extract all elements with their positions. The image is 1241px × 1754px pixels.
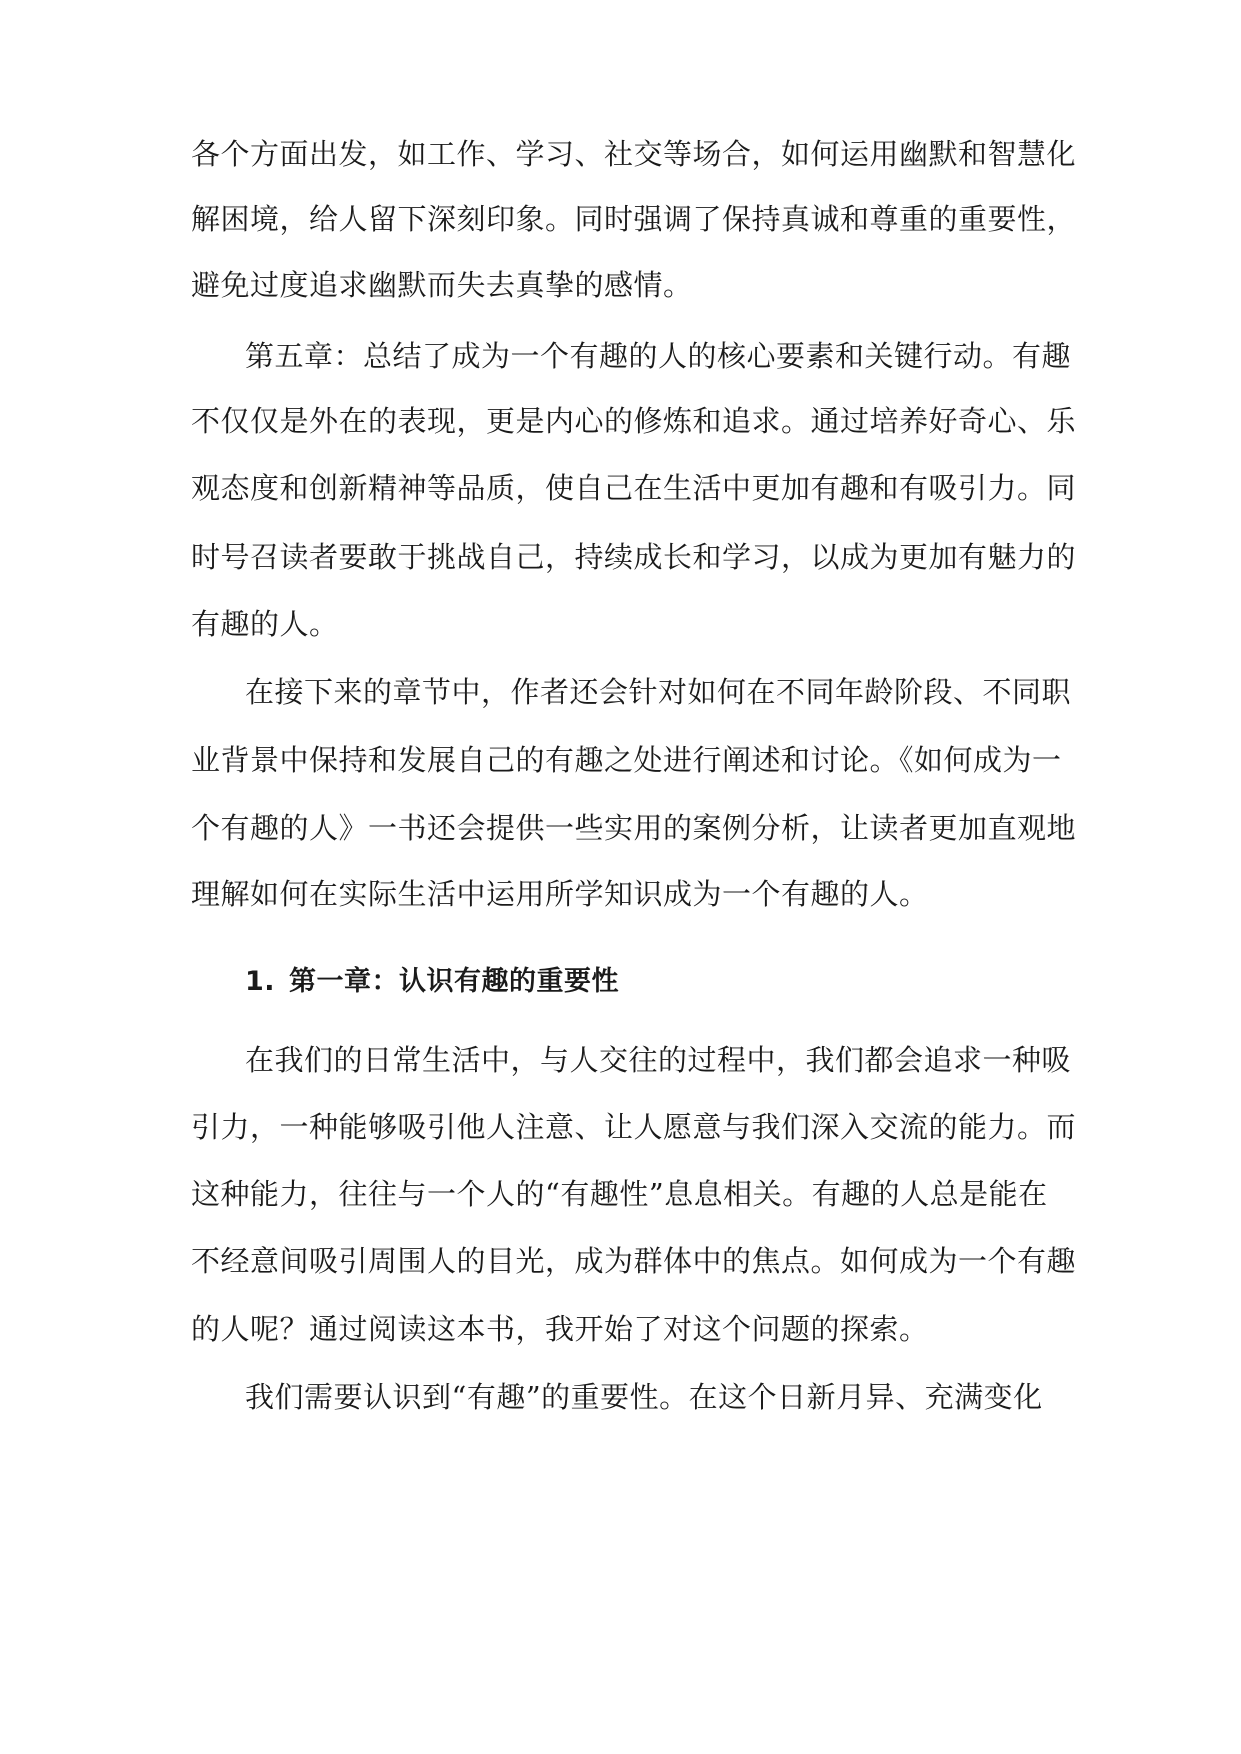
paragraph-1-line-2: 解困境，给人留下深刻印象。同时强调了保持真诚和尊重的重要性， [191, 202, 1077, 236]
paragraph-3-line-4: 理解如何在实际生活中运用所学知识成为一个有趣的人。 [191, 877, 929, 911]
paragraph-2-line-2: 不仅仅是外在的表现，更是内心的修炼和追求。通过培养好奇心、乐 [191, 404, 1077, 438]
paragraph-1-line-3: 避免过度追求幽默而失去真挚的感情。 [191, 268, 693, 302]
paragraph-2-line-3: 观态度和创新精神等品质，使自己在生活中更加有趣和有吸引力。同 [191, 471, 1077, 505]
paragraph-5-line-1: 我们需要认识到“有趣”的重要性。在这个日新月异、充满变化 [245, 1380, 1043, 1414]
paragraph-3-line-1: 在接下来的章节中，作者还会针对如何在不同年龄阶段、不同职 [245, 675, 1072, 709]
section-heading [245, 962, 619, 1002]
paragraph-2-line-5: 有趣的人。 [191, 607, 339, 641]
paragraph-3-line-2: 业背景中保持和发展自己的有趣之处进行阐述和讨论。《如何成为一 [191, 743, 1062, 777]
paragraph-4-line-4: 不经意间吸引周围人的目光，成为群体中的焦点。如何成为一个有趣 [191, 1244, 1077, 1278]
paragraph-4-line-2: 引力，一种能够吸引他人注意、让人愿意与我们深入交流的能力。而 [191, 1110, 1077, 1144]
section-number: 1. [245, 966, 276, 997]
paragraph-1-line-1: 各个方面出发，如工作、学习、社交等场合，如何运用幽默和智慧化 [191, 137, 1077, 171]
paragraph-2-line-1: 第五章：总结了成为一个有趣的人的核心要素和关键行动。有趣 [245, 339, 1072, 373]
paragraph-3-line-3: 个有趣的人》一书还会提供一些实用的案例分析，让读者更加直观地 [191, 811, 1077, 845]
paragraph-4-line-5: 的人呢？通过阅读这本书，我开始了对这个问题的探索。 [191, 1312, 929, 1346]
paragraph-4-line-3: 这种能力，往往与一个人的“有趣性”息息相关。有趣的人总是能在 [191, 1177, 1048, 1211]
paragraph-4-line-1: 在我们的日常生活中，与人交往的过程中，我们都会追求一种吸 [245, 1043, 1072, 1077]
section-title: 第一章：认识有趣的重要性 [289, 966, 620, 997]
paragraph-2-line-4: 时号召读者要敢于挑战自己，持续成长和学习，以成为更加有魅力的 [191, 540, 1077, 574]
